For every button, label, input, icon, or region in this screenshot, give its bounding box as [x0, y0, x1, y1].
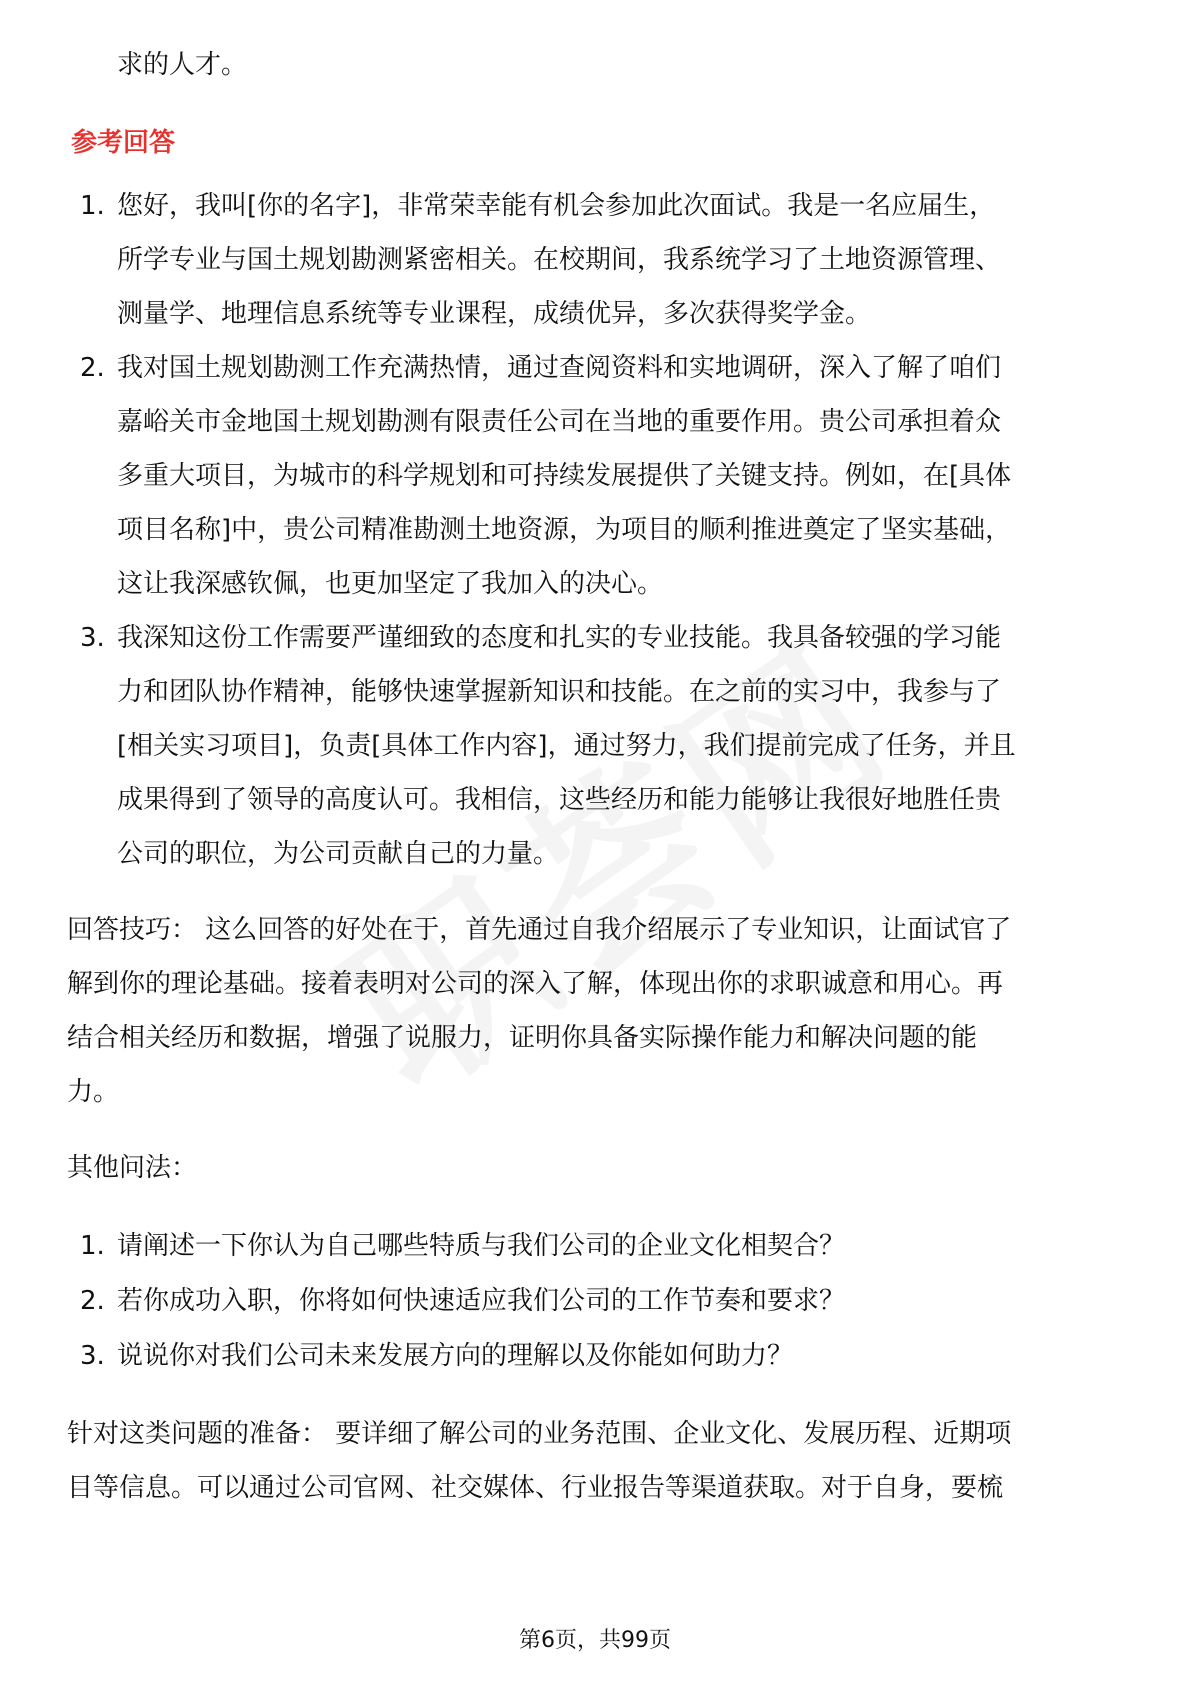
list-number: 1.	[80, 1231, 105, 1261]
list-number: 1.	[80, 191, 105, 221]
list-item-line: 嘉峪关市金地国土规划勘测有限责任公司在当地的重要作用。贵公司承担着众	[117, 407, 1002, 437]
list-item-line: 我深知这份工作需要严谨细致的态度和扎实的专业技能。我具备较强的学习能	[117, 623, 1002, 653]
paragraph-line: 解到你的理论基础。接着表明对公司的深入了解，体现出你的求职诚意和用心。再	[67, 969, 1004, 999]
list-item-line: 我对国土规划勘测工作充满热情，通过查阅资料和实地调研，深入了解了咱们	[117, 353, 1002, 383]
list-item-text: 请阐述一下你认为自己哪些特质与我们公司的企业文化相契合？	[117, 1231, 846, 1261]
paragraph-line: 力。	[67, 1077, 120, 1107]
page-number-footer: 第6页，共99页	[519, 1628, 671, 1653]
paragraph-line: 目等信息。可以通过公司官网、社交媒体、行业报告等渠道获取。对于自身，要梳	[67, 1473, 1004, 1503]
list-item-line: 您好，我叫[你的名字]，非常荣幸能有机会参加此次面试。我是一名应届生，	[117, 191, 996, 221]
list-item-line: 成果得到了领导的高度认可。我相信，这些经历和能力能够让我很好地胜任贵	[117, 785, 1002, 815]
paragraph-line: 回答技巧： 这么回答的好处在于，首先通过自我介绍展示了专业知识，让面试官了	[67, 915, 1012, 945]
list-number: 3.	[80, 623, 105, 653]
list-item-line: 多重大项目，为城市的科学规划和可持续发展提供了关键支持。例如，在[具体	[117, 461, 1012, 491]
paragraph-line: 结合相关经历和数据，增强了说服力，证明你具备实际操作能力和解决问题的能	[67, 1023, 978, 1053]
list-item-line: 公司的职位，为公司贡献自己的力量。	[117, 839, 560, 869]
other-questions-heading: 其他问法：	[67, 1153, 198, 1183]
paragraph-line: 针对这类问题的准备： 要详细了解公司的业务范围、企业文化、发展历程、近期项	[67, 1419, 1012, 1449]
list-item-line: [相关实习项目]，负责[具体工作内容]，通过努力，我们提前完成了任务，并且	[117, 731, 1016, 761]
list-item-line: 项目名称]中，贵公司精准勘测土地资源，为项目的顺利推进奠定了坚实基础，	[117, 515, 1012, 545]
list-item-text: 说说你对我们公司未来发展方向的理解以及你能如何助力？	[117, 1341, 794, 1371]
intro-tail-text: 求的人才。	[117, 50, 248, 80]
list-item-line: 测量学、地理信息系统等专业课程，成绩优异，多次获得奖学金。	[117, 299, 872, 329]
list-item-line: 这让我深感钦佩，也更加坚定了我加入的决心。	[117, 569, 664, 599]
reference-answer-heading: 参考回答	[71, 128, 176, 158]
list-item-line: 力和团队协作精神，能够快速掌握新知识和技能。在之前的实习中，我参与了	[117, 677, 1002, 707]
list-number: 3.	[80, 1341, 105, 1371]
list-number: 2.	[80, 353, 105, 383]
list-item-line: 所学专业与国土规划勘测紧密相关。在校期间，我系统学习了土地资源管理、	[117, 245, 1002, 275]
list-item-text: 若你成功入职，你将如何快速适应我们公司的工作节奏和要求？	[117, 1286, 846, 1316]
list-number: 2.	[80, 1286, 105, 1316]
